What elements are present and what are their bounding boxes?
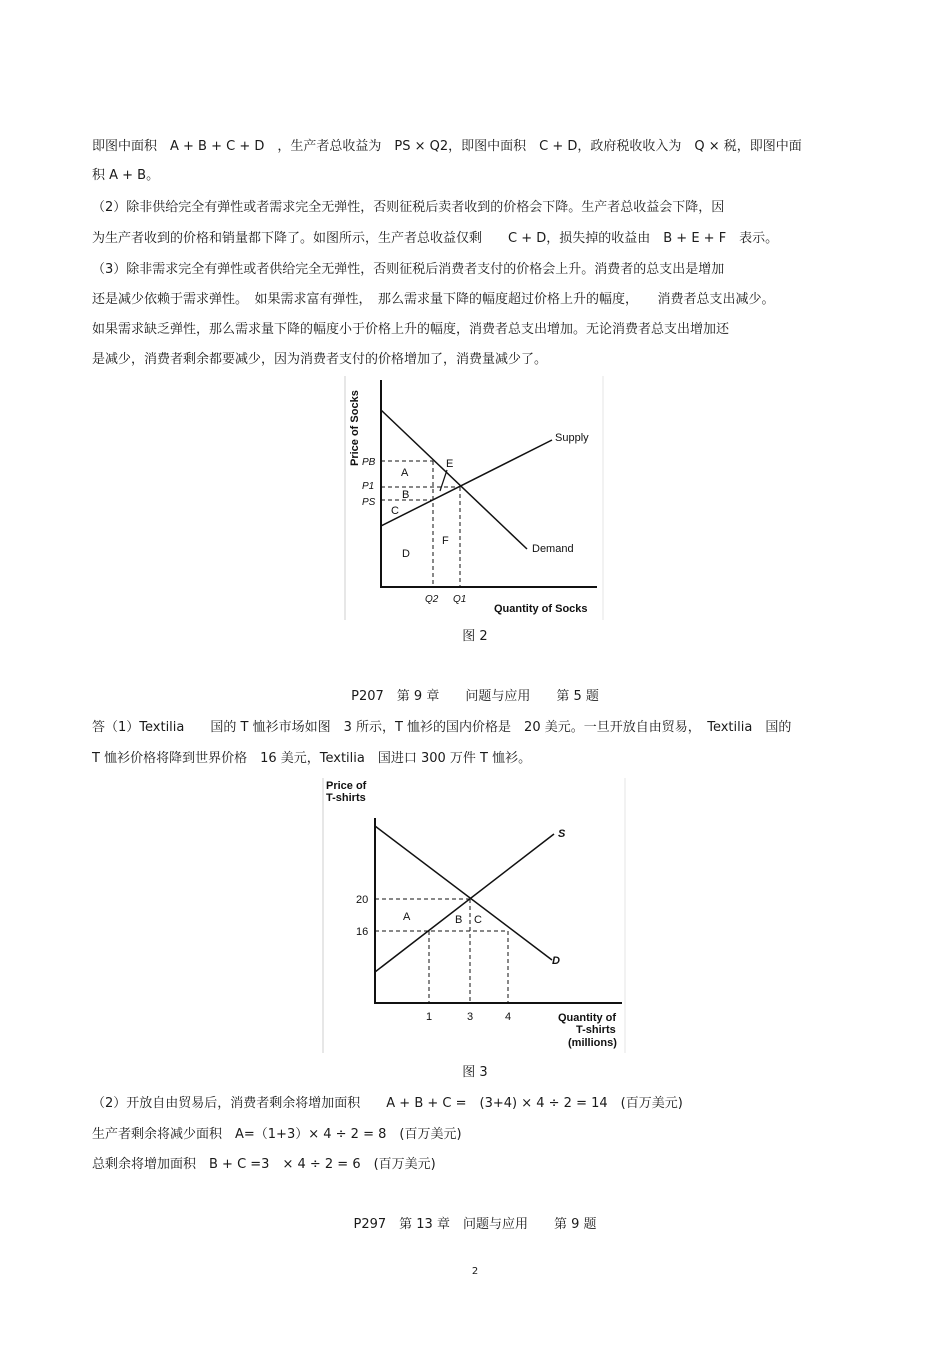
paragraph-line: 积 A + B。	[92, 168, 160, 183]
price-tick-pb: PB	[362, 457, 376, 468]
y-axis-label: Price of Socks	[349, 390, 361, 466]
supply-label: Supply	[555, 432, 589, 444]
area-d: D	[402, 548, 410, 560]
section-heading: P297 第 13 章 问题与应用 第 9 题	[353, 1217, 597, 1232]
paragraph-line: （3）除非需求完全有弹性或者供给完全无弹性，否则征税后消费者支付的价格会上升。消费者的总支出是增加	[92, 262, 725, 277]
x-tick-1: 1	[426, 1011, 433, 1023]
x-tick-3: 3	[467, 1011, 474, 1023]
area-c: C	[391, 505, 399, 517]
supply-curve	[375, 834, 554, 972]
answer-line: 总剩余将增加面积 B + C =3 × 4 ÷ 2 = 6 (百万美元)	[92, 1157, 436, 1172]
figure-2-caption: 图 2	[462, 629, 488, 644]
paragraph-line: 为生产者收到的价格和销量都下降了。如图所示，生产者总收益仅剩 C + D，损失掉的收益由 B + E + F 表示。	[92, 231, 779, 246]
paragraph-line: （2）除非供给完全有弹性或者需求完全无弹性，否则征税后卖者收到的价格会下降。生产者总收益会下降，因	[92, 200, 725, 215]
paragraph-line: 还是减少依赖于需求弹性。 如果需求富有弹性， 那么需求量下降的幅度超过价格上升的幅度， 消费者总支出减少。	[92, 292, 775, 307]
area-a: A	[403, 911, 411, 923]
section-heading: P207 第 9 章 问题与应用 第 5 题	[351, 689, 599, 704]
y-tick-16: 16	[356, 926, 369, 938]
answer-line: T 恤衫价格将降到世界价格 16 美元，Textilia 国进口 300 万件 T 恤衫。	[92, 751, 532, 766]
y-axis-label-line2: T-shirts	[326, 792, 366, 804]
area-b: B	[402, 489, 410, 501]
demand-label: Demand	[532, 543, 574, 555]
figure-2-chart	[344, 376, 604, 620]
y-tick-20: 20	[356, 894, 369, 906]
x-axis-label-line3: (millions)	[568, 1037, 617, 1049]
area-b: B	[455, 914, 463, 926]
demand-label: D	[552, 955, 560, 967]
area-e: E	[446, 458, 454, 470]
quantity-tick-q1: Q1	[453, 594, 467, 605]
tax-wedge-marker	[440, 470, 447, 491]
page-number: 2	[471, 1266, 479, 1277]
figure-3-caption: 图 3	[462, 1065, 488, 1080]
paragraph-line: 是减少，消费者剩余都要减少，因为消费者支付的价格增加了，消费量减少了。	[92, 352, 548, 367]
x-tick-4: 4	[505, 1011, 512, 1023]
answer-line: （2）开放自由贸易后，消费者剩余将增加面积 A + B + C = (3+4) × 4 ÷ 2 = 14 (百万美元)	[92, 1096, 683, 1111]
supply-curve	[381, 440, 552, 526]
area-a: A	[401, 467, 409, 479]
answer-line: 答（1）Textilia 国的 T 恤衫市场如图 3 所示，T 恤衫的国内价格是 20 美元。一旦开放自由贸易， Textilia 国的	[92, 720, 792, 735]
quantity-tick-q2: Q2	[425, 594, 439, 605]
paragraph-line: 即图中面积 A + B + C + D ，生产者总收益为 PS × Q2，即图中面积 C + D，政府税收收入为 Q × 税，即图中面	[92, 139, 802, 154]
y-axis-label-line1: Price of	[326, 780, 367, 792]
x-axis-label: Quantity of Socks	[494, 603, 588, 615]
demand-curve	[381, 410, 527, 549]
paragraph-line: 如果需求缺乏弹性，那么需求量下降的幅度小于价格上升的幅度，消费者总支出增加。无论消费者总支出增加还	[92, 322, 730, 337]
answer-line: 生产者剩余将减少面积 A=（1+3）× 4 ÷ 2 = 8 (百万美元)	[92, 1127, 462, 1142]
demand-curve	[375, 826, 552, 960]
x-axis-label-line1: Quantity of	[558, 1012, 617, 1024]
price-tick-ps: PS	[362, 497, 376, 508]
figure-3-chart	[322, 778, 626, 1053]
area-f: F	[442, 535, 449, 547]
area-c: C	[474, 914, 482, 926]
x-axis-label-line2: T-shirts	[576, 1024, 616, 1036]
supply-label: S	[558, 828, 566, 840]
price-tick-p1: P1	[362, 481, 375, 492]
